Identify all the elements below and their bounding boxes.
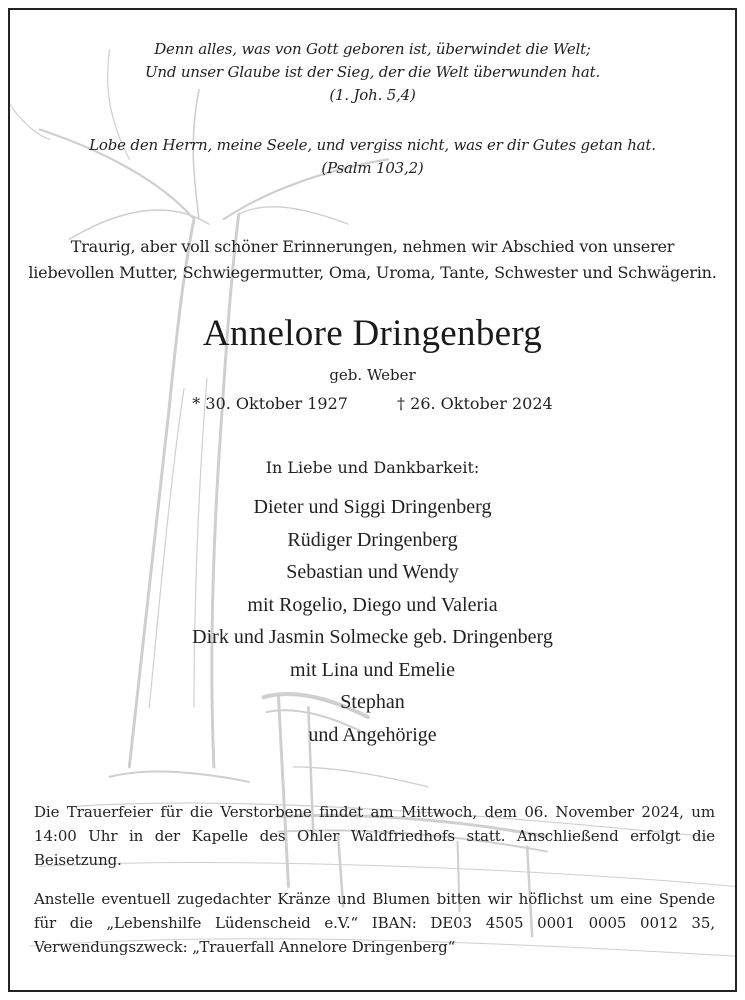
psalm-verse: [10, 134, 735, 180]
intro-line: liebevollen Mutter, Schwiegermutter, Oma, Uroma, Tante, Schwester und Schwägerin.: [28, 263, 717, 282]
verse-line: Denn alles, was von Gott geboren ist, überwindet die Welt;: [154, 40, 591, 58]
birth-date: * 30. Oktober 1927: [192, 394, 348, 413]
mourners-list: [10, 491, 735, 751]
mourner-line: Stephan: [340, 691, 405, 713]
mourner-line: mit Lina und Emelie: [290, 658, 455, 681]
intro-line: Traurig, aber voll schöner Erinnerungen, nehmen wir Abschied von unserer: [70, 237, 675, 256]
mourner-line: und Angehörige: [308, 723, 437, 746]
mourner-line: Sebastian und Wendy: [286, 561, 459, 583]
mourner-line: Rüdiger Dringenberg: [287, 528, 458, 551]
funeral-notice: Die Trauerfeier für die Verstorbene findet am Mittwoch, dem 06. November 2024, um 14:00 Uhr in der Kapelle des Ohler Waldfriedhofs statt. Anschließend erfolgt die Beisetzung.: [34, 803, 715, 869]
mourner-line: mit Rogelio, Diego und Valeria: [247, 593, 498, 616]
verse-reference: (1. Joh. 5,4): [329, 86, 416, 104]
birth-name: geb. Weber: [329, 366, 416, 384]
death-date: † 26. Oktober 2024: [397, 394, 553, 413]
donation-notice: Anstelle eventuell zugedachter Kränze und Blumen bitten wir höflichst um eine Spende für die „Lebenshilfe Lüdenscheid e.V.“ IBAN: DE03 4505 0001 0005 0012 35, Verwendungszweck: „Trauerfall Annelore Dringenberg“: [34, 890, 715, 956]
intro-text: [10, 234, 735, 286]
verse-line: Und unser Glaube ist der Sieg, der die Welt überwunden hat.: [144, 63, 601, 81]
bible-verse: [10, 38, 735, 107]
mourner-line: Dieter und Siggi Dringenberg: [253, 496, 492, 518]
deceased-name: Annelore Dringenberg: [202, 313, 543, 354]
obituary-card: [8, 8, 737, 992]
verse-reference: (Psalm 103,2): [321, 159, 424, 177]
mourner-line: Dirk und Jasmin Solmecke geb. Dringenberg: [192, 626, 553, 648]
life-dates: [10, 394, 735, 413]
verse-line: Lobe den Herrn, meine Seele, und vergiss nicht, was er dir Gutes getan hat.: [89, 136, 656, 154]
mourners-heading: In Liebe und Dankbarkeit:: [265, 458, 480, 477]
